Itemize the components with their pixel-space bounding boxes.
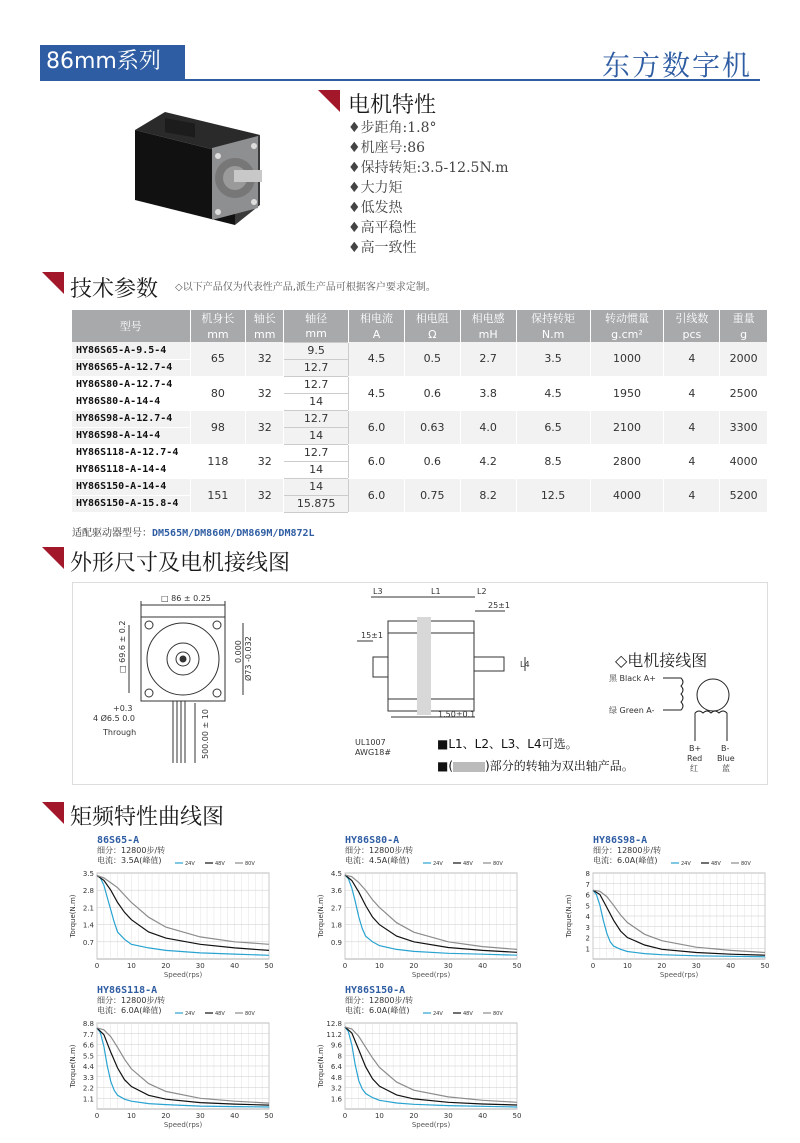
x-tick-label: 0 [94,1112,100,1120]
section-marker-curves [42,802,64,824]
motor-image [130,100,270,240]
legend-label: 24V [433,1011,443,1017]
inertia-cell: 4000 [590,478,664,512]
current-cell: 6.0 [349,410,405,444]
y-tick-label: 1.8 [330,921,342,930]
torque-chart [317,985,522,1129]
unit-cell: A [349,326,405,342]
y-tick-label: 3.5 [82,870,94,878]
current-cell: 6.0 [349,444,405,478]
unit-cell: mm [246,326,284,342]
y-tick-label: 11.2 [326,1030,342,1039]
table-row [72,342,768,359]
shaft-dia-cell: 12.7 [284,410,349,427]
y-tick-label: 2.1 [82,904,94,913]
leads-cell: 4 [664,444,720,478]
side-l2: L2 [477,587,487,596]
unit-cell: Ω [404,326,460,342]
x-axis-label: Speed(rps) [659,971,699,979]
y-tick-label: 6.4 [330,1063,342,1071]
y-tick-label: 2.7 [330,904,342,913]
weight-cell: 2500 [720,376,768,410]
x-tick-label: 50 [760,962,770,970]
x-tick-label: 40 [478,1112,488,1120]
x-tick-label: 20 [409,962,419,970]
col-model: 型号 [72,310,190,342]
length-cell: 80 [190,376,246,410]
x-tick-label: 0 [342,962,348,970]
y-tick-label: 5.5 [82,1052,94,1061]
inductance-cell: 4.2 [460,444,516,478]
dimension-drawing [73,583,769,786]
feature-item: ♦机座号:86 [348,140,426,156]
y-axis-label: Torque(N.m) [317,894,325,938]
features-title: 电机特性 [348,93,437,118]
torque-cell: 8.5 [516,444,590,478]
dim-note-end: )部分的转轴为双出轴产品。 [485,759,634,773]
resistance-cell: 0.5 [404,342,460,376]
legend-label: 48V [215,1011,225,1017]
x-tick-label: 50 [512,1112,522,1120]
unit-cell: g.cm² [590,326,664,342]
x-tick-label: 50 [264,1112,274,1120]
table-row [72,444,768,461]
shaft-len-cell: 32 [246,410,284,444]
leads-cell: 4 [664,478,720,512]
unit-cell: mm [284,326,349,342]
torque-chart [317,835,522,979]
current-cell: 4.5 [349,342,405,376]
x-tick-label: 20 [161,962,171,970]
col-inertia: 转动惯量 [590,310,664,326]
shaft-dia-cell: 14 [284,461,349,478]
x-axis-label: Speed(rps) [163,971,203,979]
shaft-dia-cell: 14 [284,478,349,495]
front-hole-tol: +0.3 [113,704,133,713]
shaft-dia-cell: 12.7 [284,359,349,376]
legend-label: 24V [185,861,195,867]
y-tick-label: 7.7 [82,1030,94,1039]
feature-item: ♦高平稳性 [348,220,417,236]
chart-plot [317,985,523,1129]
section-marker-features [318,90,340,112]
unit-cell: pcs [664,326,720,342]
length-cell: 118 [190,444,246,478]
leads-cell: 4 [664,342,720,376]
shaft-dia-cell: 14 [284,393,349,410]
front-pilot-label: Ø73 -0.032 [244,636,253,681]
col-leads: 引线数 [664,310,720,326]
x-tick-label: 30 [195,962,205,970]
x-tick-label: 10 [374,1112,384,1120]
chart-subtitle: 细分：12800步/转 [345,996,414,1005]
chart-subtitle: 细分：12800步/转 [97,996,166,1005]
legend-label: 48V [215,861,225,867]
resistance-cell: 0.63 [404,410,460,444]
y-tick-label: 9.6 [330,1041,342,1050]
x-tick-label: 20 [409,1112,419,1120]
chart-title: 86S65-A [97,835,140,846]
plot-frame [345,873,517,959]
wiring-title: ◇电机接线图 [615,651,708,670]
x-tick-label: 10 [126,962,136,970]
table-row [72,478,768,495]
current-cell: 6.0 [349,478,405,512]
weight-cell: 2000 [720,342,768,376]
model-cell: HY86S150-A-14-4 [72,478,190,495]
chart-plot [565,835,771,979]
legend-label: 48V [711,861,721,867]
feature-item: ♦保持转矩:3.5-12.5N.m [348,160,509,176]
front-hole-label: 4 Ø6.5 0.0 [93,714,135,723]
chart-subtitle: 细分：12800步/转 [593,846,662,855]
front-pilot-top: 0.000 [234,640,243,663]
side-shoulder: 1.50±0.1 [438,710,476,719]
resistance-cell: 0.6 [404,376,460,410]
y-tick-label: 0.7 [82,938,94,947]
torque-chart [69,985,274,1129]
model-cell: HY86S80-A-14-4 [72,393,190,410]
inertia-cell: 1000 [590,342,664,376]
inertia-cell: 2800 [590,444,664,478]
y-tick-label: 4.5 [330,870,342,878]
y-tick-label: 8.8 [82,1020,94,1028]
torque-cell: 6.5 [516,410,590,444]
chart-plot [69,835,275,979]
y-tick-label: 3.6 [330,887,342,896]
y-tick-label: 3 [585,923,590,932]
lead-length-label: 500.00 ± 10 [201,709,210,759]
legend-label: 80V [245,1011,255,1017]
length-cell: 98 [190,410,246,444]
dimension-panel [72,582,768,785]
y-tick-label: 2 [585,934,590,943]
chart-subtitle: 电流：4.5A(峰值) [345,856,410,865]
cable-spec-2: AWG18# [355,748,392,757]
x-tick-label: 40 [230,962,240,970]
col-resistance: 相电阻 [404,310,460,326]
x-axis-label: Speed(rps) [411,1121,451,1129]
y-tick-label: 5 [585,902,590,911]
y-tick-label: 8 [585,870,590,878]
unit-cell: mH [460,326,516,342]
length-cell: 65 [190,342,246,376]
legend-label: 80V [245,861,255,867]
resistance-cell: 0.75 [404,478,460,512]
torque-chart [565,835,770,979]
leads-cell: 4 [664,410,720,444]
dims-title: 外形尺寸及电机接线图 [70,551,291,576]
y-tick-label: 3.2 [330,1084,342,1093]
feature-item: ♦高一致性 [348,240,417,256]
x-tick-label: 0 [590,962,596,970]
chart-subtitle: 电流：3.5A(峰值) [97,856,162,865]
legend-label: 24V [681,861,691,867]
shaft-dia-cell: 14 [284,427,349,444]
unit-cell: N.m [516,326,590,342]
resistance-cell: 0.6 [404,444,460,478]
x-axis-label: Speed(rps) [163,1121,203,1129]
y-axis-label: Torque(N.m) [69,894,77,938]
shaft-dia-cell: 9.5 [284,342,349,359]
legend-label: 48V [463,1011,473,1017]
col-torque: 保持转矩 [516,310,590,326]
model-cell: HY86S118-A-14-4 [72,461,190,478]
unit-cell: mm [190,326,246,342]
chart-subtitle: 细分：12800步/转 [345,846,414,855]
feature-item: ♦低发热 [348,200,403,216]
model-cell: HY86S65-A-9.5-4 [72,342,190,359]
chart-plot [69,985,275,1129]
side-l1: L1 [431,587,441,596]
x-tick-label: 10 [126,1112,136,1120]
y-tick-label: 8 [337,1052,342,1061]
leads-cell: 4 [664,376,720,410]
x-tick-label: 40 [726,962,736,970]
features-list [348,118,509,258]
wire-bplus-2: Red [687,754,703,763]
y-tick-label: 1.1 [82,1095,94,1104]
legend-label: 48V [463,861,473,867]
front-square-label: □ 86 ± 0.25 [161,594,211,603]
col-length: 机身长 [190,310,246,326]
weight-cell: 5200 [720,478,768,512]
spec-table [72,310,768,513]
cable-spec-1: UL1007 [355,738,386,747]
y-tick-label: 0.9 [330,938,342,947]
y-axis-label: Torque(N.m) [69,1044,77,1088]
y-tick-label: 4 [585,913,590,921]
wire-black: 黑 Black A+ [609,674,656,683]
x-tick-label: 10 [374,962,384,970]
inertia-cell: 1950 [590,376,664,410]
torque-cell: 12.5 [516,478,590,512]
col-weight: 重量 [720,310,768,326]
wire-bplus-1: B+ [689,744,702,753]
shaft-dia-cell: 12.7 [284,444,349,461]
torque-chart [69,835,274,979]
dim-note-start: ■( [437,759,454,773]
x-tick-label: 50 [264,962,274,970]
legend-label: 80V [741,861,751,867]
driver-label: 适配驱动器型号： [72,528,152,539]
y-tick-label: 4.4 [82,1063,94,1071]
x-axis-label: Speed(rps) [411,971,451,979]
col-shaft-len: 轴长 [246,310,284,326]
x-tick-label: 20 [161,1112,171,1120]
y-tick-label: 7 [585,880,590,889]
model-cell: HY86S118-A-12.7-4 [72,444,190,461]
series-tag: 86mm系列 [40,45,185,79]
chart-plot [317,835,523,979]
legend-label: 24V [185,1011,195,1017]
current-cell: 4.5 [349,376,405,410]
model-cell: HY86S98-A-14-4 [72,427,190,444]
tech-note: ◇以下产品仅为代表性产品,派生产品可根据客户要求定制。 [175,282,436,293]
x-tick-label: 50 [512,962,522,970]
chart-title: HY86S98-A [593,835,648,846]
col-shaft-dia: 轴径 [284,310,349,326]
y-tick-label: 1 [585,945,590,954]
chart-title: HY86S80-A [345,835,400,846]
header-row [72,310,768,326]
unit-cell: g [720,326,768,342]
inductance-cell: 8.2 [460,478,516,512]
col-inductance: 相电感 [460,310,516,326]
chart-subtitle: 细分：12800步/转 [97,846,166,855]
shaft-len-cell: 32 [246,444,284,478]
tech-title: 技术参数 [70,277,159,302]
chart-subtitle: 电流：6.0A(峰值) [97,1006,162,1015]
x-tick-label: 30 [691,962,701,970]
feature-item: ♦大力矩 [348,180,403,196]
table-row [72,376,768,393]
shaft-len-cell: 32 [246,478,284,512]
inductance-cell: 3.8 [460,376,516,410]
y-tick-label: 6 [585,891,590,900]
y-tick-label: 1.6 [330,1095,342,1104]
dim-note-2 [437,755,634,777]
legend-label: 80V [493,861,503,867]
chart-subtitle: 电流：6.0A(峰值) [345,1006,410,1015]
gap-marker [417,617,431,715]
y-tick-label: 4.8 [330,1073,342,1082]
inductance-cell: 2.7 [460,342,516,376]
side-l4: L4 [520,660,530,669]
model-cell: HY86S150-A-15.8-4 [72,495,190,512]
wire-bminus-2: Blue [717,754,735,763]
brand-name: 东方数字机 [601,49,752,82]
y-tick-label: 3.3 [82,1073,94,1082]
weight-cell: 3300 [720,410,768,444]
side-l3: L3 [373,587,383,596]
dim-notes [437,733,634,777]
wire-green: 绿 Green A- [609,706,655,715]
x-tick-label: 30 [195,1112,205,1120]
inductance-cell: 4.0 [460,410,516,444]
y-tick-label: 2.2 [82,1084,94,1093]
wire-bplus-3: 红 [690,764,698,773]
y-tick-label: 12.8 [326,1020,342,1028]
y-axis-label: Torque(N.m) [317,1044,325,1088]
legend-label: 24V [433,861,443,867]
y-tick-label: 2.8 [82,887,94,896]
grey-swatch [453,762,485,772]
x-tick-label: 0 [94,962,100,970]
legend-label: 80V [493,1011,503,1017]
section-marker-tech [42,272,64,294]
chart-title: HY86S118-A [97,985,158,996]
shaft-dia-cell: 15.875 [284,495,349,512]
x-tick-label: 10 [622,962,632,970]
y-tick-label: 6.6 [82,1041,94,1050]
y-tick-label: 1.4 [82,921,94,930]
plot-frame [97,873,269,959]
x-tick-label: 0 [342,1112,348,1120]
chart-title: HY86S150-A [345,985,406,996]
wire-bminus-3: 蓝 [722,764,730,773]
y-axis-label: Torque(N.m) [565,894,573,938]
torque-cell: 4.5 [516,376,590,410]
length-cell: 151 [190,478,246,512]
x-tick-label: 40 [230,1112,240,1120]
x-tick-label: 20 [657,962,667,970]
shaft-dia-cell: 12.7 [284,376,349,393]
inertia-cell: 2100 [590,410,664,444]
table-row [72,410,768,427]
x-tick-label: 30 [443,962,453,970]
section-marker-dims [42,547,64,569]
chart-subtitle: 电流：6.0A(峰值) [593,856,658,865]
x-tick-label: 30 [443,1112,453,1120]
shaft-len-cell: 32 [246,376,284,410]
feature-item: ♦步距角:1.8° [348,120,437,136]
model-cell: HY86S65-A-12.7-4 [72,359,190,376]
shaft-len-cell: 32 [246,342,284,376]
side-step: 15±1 [361,631,383,640]
front-through: Through [103,728,137,737]
wire-bminus-1: B- [721,744,730,753]
weight-cell: 4000 [720,444,768,478]
col-current: 相电流 [349,310,405,326]
dim-note: ■L1、L2、L3、L4可选。 [437,737,578,751]
model-cell: HY86S98-A-12.7-4 [72,410,190,427]
side-flat: 25±1 [488,601,510,610]
x-tick-label: 40 [478,962,488,970]
model-cell: HY86S80-A-12.7-4 [72,376,190,393]
front-pitch-label: □ 69.6 ± 0.2 [118,620,127,673]
driver-models: DM565M/DM860M/DM869M/DM872L [152,528,315,539]
driver-line [72,524,315,539]
torque-cell: 3.5 [516,342,590,376]
curves-title: 矩频特性曲线图 [70,805,225,830]
